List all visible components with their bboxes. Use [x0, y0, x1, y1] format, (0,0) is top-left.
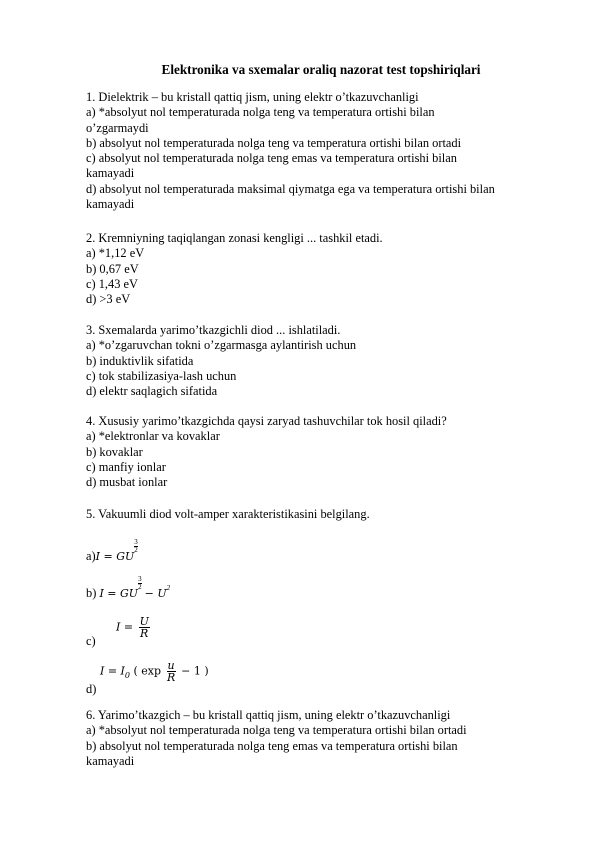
page-title: Elektronika va sxemalar oraliq nazorat test topshiriqlari [161, 62, 481, 77]
answer-option-c: c) absolyut nol temperaturada nolga teng emas va temperatura ortishi bilan [86, 151, 457, 166]
formula-tail: − U [144, 587, 167, 600]
question-stem: 6. Yarimo’tkazgich – bu kristall qattiq jism, uning elektr o’tkazuvchanligi [86, 708, 451, 722]
answer-option-a: a) *absolyut nol temperaturada nolga teng va temperatura ortishi bilan ortadi [86, 723, 467, 738]
answer-option-c: c) 1,43 eV [86, 276, 138, 291]
answer-option-d-cont: kamayadi [86, 197, 135, 212]
answer-option-b: b) kovaklar [86, 444, 143, 459]
answer-option-d: d) absolyut nol temperaturada maksimal qiymatga ega va temperatura ortishi bilan [86, 181, 495, 196]
question-6 [86, 708, 556, 769]
formula-tail: − 1 ) [181, 664, 209, 678]
question-3 [86, 323, 556, 399]
option-label: a) [86, 549, 96, 563]
answer-option-a: a) *absolyut nol temperaturada nolga teng va temperatura ortishi bilan [86, 105, 435, 120]
answer-option-c [86, 614, 556, 648]
answer-option-a: a) *o’zgaruvchan tokni o’zgarmasga aylantirish uchun [86, 338, 357, 353]
fraction [139, 616, 150, 639]
question-stem: 3. Sxemalarda yarimo’tkazgichli diod ... ishlatiladi. [86, 323, 341, 337]
formula-exponent [138, 576, 142, 591]
answer-option-a [86, 538, 556, 567]
answer-option-a-cont: o’zgarmaydi [86, 120, 149, 135]
answer-option-c: c) manfiy ionlar [86, 459, 166, 474]
formula-subscript: 0 [124, 670, 130, 680]
fraction-denominator: R [166, 671, 176, 684]
answer-option-b: b) absolyut nol temperaturada nolga teng emas va temperatura ortishi bilan [86, 738, 458, 753]
answer-option-a: a) *1,12 eV [86, 246, 145, 261]
formula-tail-exponent: 2 [166, 584, 171, 592]
fraction [167, 660, 176, 683]
question-2 [86, 231, 556, 307]
question-stem: 4. Xususiy yarimo’tkazgichda qaysi zaryad tashuvchilar tok hosil qiladi? [86, 414, 447, 428]
exponent-numerator: 3 [138, 575, 142, 583]
formula-paren: ( exp [133, 664, 162, 678]
fraction-numerator: u [167, 659, 175, 672]
question-stem: 5. Vakuumli diod volt-amper xarakteristikasini belgilang. [86, 507, 370, 521]
formula: I = GU [99, 587, 139, 600]
question-4 [86, 414, 556, 490]
answer-option-b: b) induktivlik sifatida [86, 353, 194, 368]
answer-option-b: b) 0,67 eV [86, 261, 139, 276]
answer-option-b [86, 575, 556, 604]
answer-option-d [86, 660, 556, 696]
answer-option-c-cont: kamayadi [86, 166, 135, 181]
answer-option-c: c) tok stabilizasiya-lash uchun [86, 368, 237, 383]
formula: I = GU [95, 550, 135, 563]
exponent-denominator: 2 [134, 546, 138, 554]
question-5 [86, 507, 556, 522]
answer-option-b-cont: kamayadi [86, 753, 135, 768]
answer-option-a: a) *elektronlar va kovaklar [86, 429, 220, 444]
option-label: b) [86, 586, 97, 600]
answer-option-d: d) elektr saqlagich sifatida [86, 384, 218, 399]
answer-option-d: d) musbat ionlar [86, 475, 168, 490]
formula: I = [116, 620, 134, 634]
exponent-numerator: 3 [134, 538, 138, 546]
fraction-numerator: U [139, 615, 149, 628]
formula: I = I [100, 664, 125, 678]
fraction-denominator: R [140, 627, 149, 640]
option-label: d) [86, 682, 97, 696]
exponent-denominator: 2 [138, 583, 142, 591]
option-label: c) [86, 634, 96, 648]
question-stem: 1. Dielektrik – bu kristall qattiq jism, uning elektr o’tkazuvchanligi [86, 90, 419, 104]
question-stem: 2. Kremniyning taqiqlangan zonasi kengligi ... tashkil etadi. [86, 231, 383, 245]
answer-option-d: d) >3 eV [86, 292, 131, 307]
question-1 [86, 90, 556, 212]
formula-exponent [134, 539, 138, 554]
answer-option-b: b) absolyut nol temperaturada nolga teng va temperatura ortishi bilan ortadi [86, 135, 462, 150]
